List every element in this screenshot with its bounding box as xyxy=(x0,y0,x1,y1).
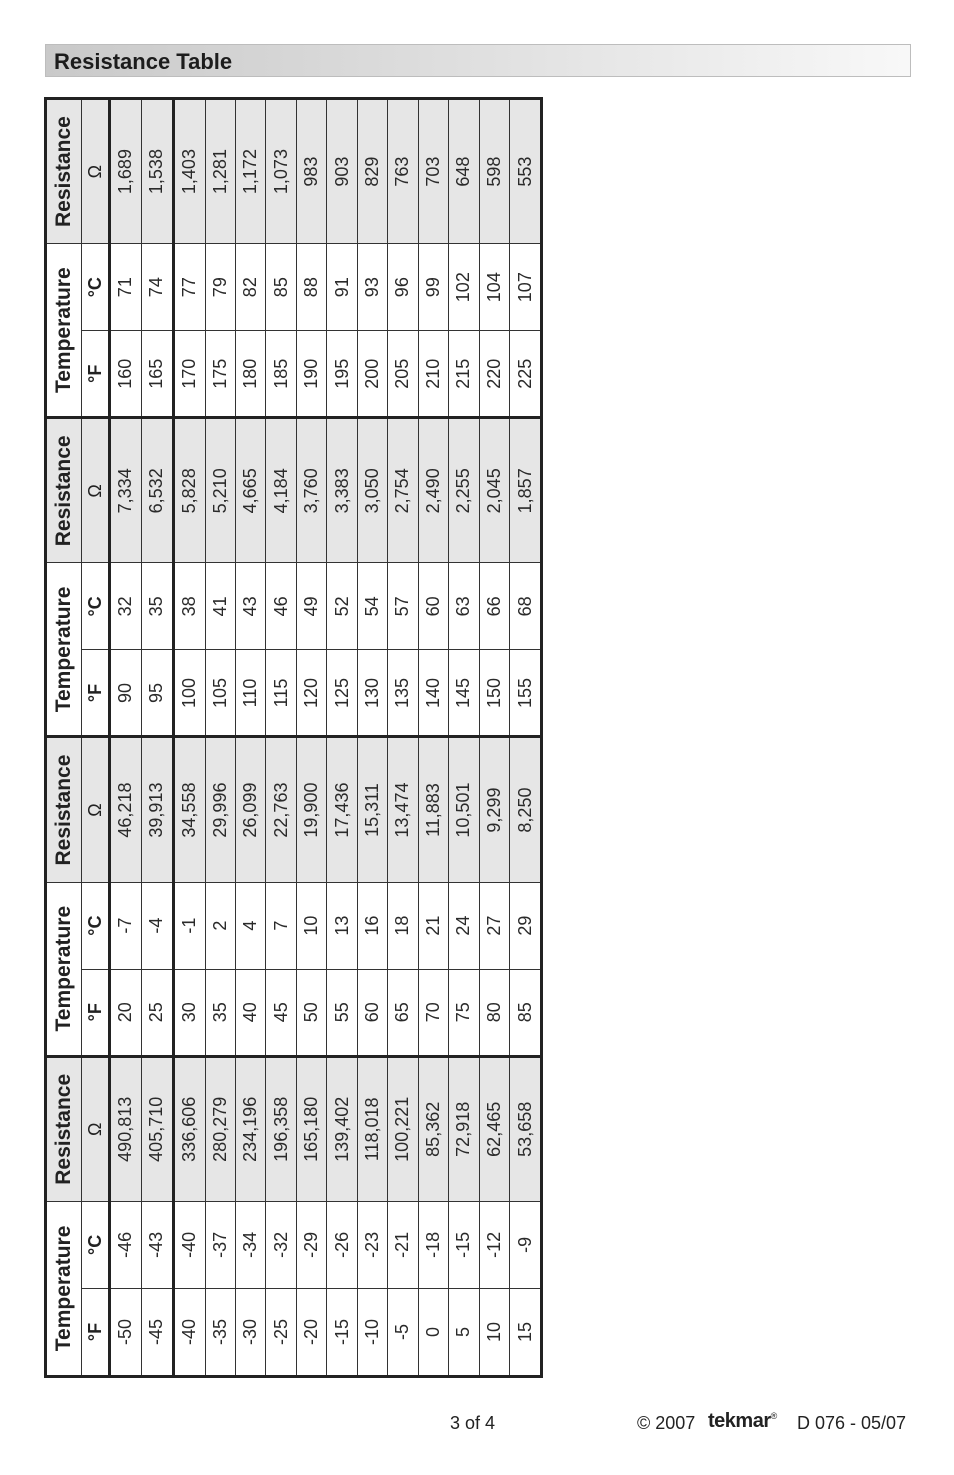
resistance-cell: 903 xyxy=(327,99,357,244)
resistance-header: Resistance xyxy=(46,418,82,563)
temp-c-cell: 41 xyxy=(205,563,235,650)
temp-c-cell: 96 xyxy=(388,244,418,331)
temp-c-cell: -34 xyxy=(235,1201,265,1288)
temp-f-cell: 170 xyxy=(173,331,205,418)
resistance-cell: 62,465 xyxy=(479,1056,509,1201)
temp-c-cell: 18 xyxy=(388,882,418,969)
unit-celsius: °C xyxy=(82,244,110,331)
resistance-cell: 490,813 xyxy=(110,1056,142,1201)
resistance-cell: 72,918 xyxy=(449,1056,479,1201)
resistance-cell: 4,665 xyxy=(235,418,265,563)
temp-f-cell: 165 xyxy=(141,331,173,418)
resistance-cell: 234,196 xyxy=(235,1056,265,1201)
resistance-table-container xyxy=(44,97,543,1378)
resistance-header: Resistance xyxy=(46,1056,82,1201)
temp-f-cell: -35 xyxy=(205,1288,235,1376)
temp-f-cell: 110 xyxy=(235,650,265,737)
temp-c-cell: 27 xyxy=(479,882,509,969)
temp-f-cell: 40 xyxy=(235,969,265,1056)
resistance-cell: 165,180 xyxy=(296,1056,326,1201)
resistance-cell: 4,184 xyxy=(266,418,296,563)
temp-c-cell: -32 xyxy=(266,1201,296,1288)
unit-celsius: °C xyxy=(82,563,110,650)
temp-c-cell: -21 xyxy=(388,1201,418,1288)
resistance-cell: 7,334 xyxy=(110,418,142,563)
resistance-header: Resistance xyxy=(46,99,82,244)
temp-f-cell: 150 xyxy=(479,650,509,737)
resistance-cell: 10,501 xyxy=(449,737,479,882)
temp-f-cell: 0 xyxy=(418,1288,448,1376)
resistance-cell: 598 xyxy=(479,99,509,244)
resistance-cell: 53,658 xyxy=(510,1056,542,1201)
temp-c-cell: 104 xyxy=(479,244,509,331)
resistance-cell: 29,996 xyxy=(205,737,235,882)
resistance-cell: 22,763 xyxy=(266,737,296,882)
table-row xyxy=(266,99,296,1377)
temp-c-cell: 35 xyxy=(141,563,173,650)
resistance-cell: 2,490 xyxy=(418,418,448,563)
resistance-cell: 39,913 xyxy=(141,737,173,882)
temp-c-cell: -15 xyxy=(449,1201,479,1288)
resistance-cell: 1,172 xyxy=(235,99,265,244)
temp-f-cell: -5 xyxy=(388,1288,418,1376)
temp-f-cell: -15 xyxy=(327,1288,357,1376)
temperature-header: Temperature xyxy=(46,563,82,737)
temp-f-cell: 60 xyxy=(357,969,387,1056)
table-row xyxy=(479,99,509,1377)
temperature-header: Temperature xyxy=(46,882,82,1056)
temp-c-cell: 52 xyxy=(327,563,357,650)
temp-c-cell: -26 xyxy=(327,1201,357,1288)
temp-f-cell: 200 xyxy=(357,331,387,418)
resistance-cell: 280,279 xyxy=(205,1056,235,1201)
temp-c-cell: 24 xyxy=(449,882,479,969)
unit-ohm: Ω xyxy=(82,737,110,882)
table-row xyxy=(296,99,326,1377)
temp-f-cell: 175 xyxy=(205,331,235,418)
temperature-header: Temperature xyxy=(46,244,82,418)
brand-name: tekmar xyxy=(708,1410,771,1432)
unit-fahrenheit: °F xyxy=(82,969,110,1056)
temp-c-cell: 82 xyxy=(235,244,265,331)
resistance-header: Resistance xyxy=(46,737,82,882)
table-row xyxy=(449,99,479,1377)
temp-c-cell: 60 xyxy=(418,563,448,650)
temp-f-cell: 30 xyxy=(173,969,205,1056)
temp-f-cell: 220 xyxy=(479,331,509,418)
temp-c-cell: 91 xyxy=(327,244,357,331)
table-row xyxy=(510,99,542,1377)
temp-f-cell: 5 xyxy=(449,1288,479,1376)
temp-f-cell: 155 xyxy=(510,650,542,737)
resistance-cell: 336,606 xyxy=(173,1056,205,1201)
temp-f-cell: 120 xyxy=(296,650,326,737)
temp-f-cell: 75 xyxy=(449,969,479,1056)
temp-c-cell: -43 xyxy=(141,1201,173,1288)
temp-c-cell: 93 xyxy=(357,244,387,331)
temp-f-cell: -45 xyxy=(141,1288,173,1376)
temp-f-cell: 160 xyxy=(110,331,142,418)
table-row xyxy=(418,99,448,1377)
resistance-cell: 2,754 xyxy=(388,418,418,563)
temp-f-cell: 80 xyxy=(479,969,509,1056)
resistance-cell: 648 xyxy=(449,99,479,244)
temp-c-cell: 99 xyxy=(418,244,448,331)
temp-f-cell: 190 xyxy=(296,331,326,418)
temp-c-cell: 46 xyxy=(266,563,296,650)
resistance-cell: 763 xyxy=(388,99,418,244)
resistance-cell: 85,362 xyxy=(418,1056,448,1201)
resistance-cell: 1,403 xyxy=(173,99,205,244)
temp-c-cell: 16 xyxy=(357,882,387,969)
resistance-cell: 26,099 xyxy=(235,737,265,882)
resistance-cell: 15,311 xyxy=(357,737,387,882)
temp-c-cell: -46 xyxy=(110,1201,142,1288)
unit-fahrenheit: °F xyxy=(82,650,110,737)
unit-ohm: Ω xyxy=(82,418,110,563)
resistance-cell: 1,538 xyxy=(141,99,173,244)
temp-f-cell: 205 xyxy=(388,331,418,418)
resistance-cell: 8,250 xyxy=(510,737,542,882)
temp-f-cell: 50 xyxy=(296,969,326,1056)
resistance-cell: 100,221 xyxy=(388,1056,418,1201)
table-row xyxy=(388,99,418,1377)
resistance-cell: 6,532 xyxy=(141,418,173,563)
resistance-cell: 983 xyxy=(296,99,326,244)
temp-f-cell: 140 xyxy=(418,650,448,737)
temp-c-cell: 38 xyxy=(173,563,205,650)
table-row xyxy=(357,99,387,1377)
temp-f-cell: -50 xyxy=(110,1288,142,1376)
temp-f-cell: 145 xyxy=(449,650,479,737)
temp-f-cell: -25 xyxy=(266,1288,296,1376)
temp-c-cell: -23 xyxy=(357,1201,387,1288)
unit-celsius: °C xyxy=(82,882,110,969)
resistance-cell: 3,760 xyxy=(296,418,326,563)
temp-c-cell: -9 xyxy=(510,1201,542,1288)
temp-c-cell: 107 xyxy=(510,244,542,331)
unit-fahrenheit: °F xyxy=(82,331,110,418)
temp-f-cell: -30 xyxy=(235,1288,265,1376)
unit-celsius: °C xyxy=(82,1201,110,1288)
resistance-cell: 405,710 xyxy=(141,1056,173,1201)
temp-f-cell: 105 xyxy=(205,650,235,737)
temp-f-cell: 10 xyxy=(479,1288,509,1376)
temp-c-cell: 49 xyxy=(296,563,326,650)
temp-c-cell: 79 xyxy=(205,244,235,331)
temp-c-cell: 102 xyxy=(449,244,479,331)
temp-c-cell: 88 xyxy=(296,244,326,331)
resistance-cell: 553 xyxy=(510,99,542,244)
copyright: © 2007 xyxy=(637,1413,696,1433)
temp-f-cell: 210 xyxy=(418,331,448,418)
temp-c-cell: -12 xyxy=(479,1201,509,1288)
resistance-cell: 1,073 xyxy=(266,99,296,244)
section-title: Resistance Table xyxy=(54,49,233,74)
table-row xyxy=(173,99,205,1377)
resistance-cell: 703 xyxy=(418,99,448,244)
temp-f-cell: 115 xyxy=(266,650,296,737)
temperature-header: Temperature xyxy=(46,1201,82,1376)
temp-f-cell: 125 xyxy=(327,650,357,737)
temp-c-cell: 66 xyxy=(479,563,509,650)
temp-f-cell: 225 xyxy=(510,331,542,418)
temp-c-cell: 74 xyxy=(141,244,173,331)
temp-c-cell: 57 xyxy=(388,563,418,650)
temp-f-cell: 25 xyxy=(141,969,173,1056)
temp-f-cell: 185 xyxy=(266,331,296,418)
temp-f-cell: 45 xyxy=(266,969,296,1056)
temp-f-cell: -20 xyxy=(296,1288,326,1376)
temp-f-cell: 180 xyxy=(235,331,265,418)
temp-f-cell: 100 xyxy=(173,650,205,737)
temp-f-cell: 65 xyxy=(388,969,418,1056)
temp-c-cell: 77 xyxy=(173,244,205,331)
temp-c-cell: 7 xyxy=(266,882,296,969)
resistance-cell: 34,558 xyxy=(173,737,205,882)
resistance-cell: 5,210 xyxy=(205,418,235,563)
table-row xyxy=(141,99,173,1377)
temp-c-cell: 4 xyxy=(235,882,265,969)
temp-c-cell: 54 xyxy=(357,563,387,650)
temp-c-cell: 2 xyxy=(205,882,235,969)
resistance-cell: 1,281 xyxy=(205,99,235,244)
table-row xyxy=(235,99,265,1377)
registered-mark: ® xyxy=(770,1411,777,1421)
resistance-cell: 1,689 xyxy=(110,99,142,244)
resistance-cell: 9,299 xyxy=(479,737,509,882)
resistance-cell: 13,474 xyxy=(388,737,418,882)
page-number: 3 of 4 xyxy=(450,1413,496,1433)
unit-fahrenheit: °F xyxy=(82,1288,110,1376)
resistance-cell: 5,828 xyxy=(173,418,205,563)
temp-c-cell: 13 xyxy=(327,882,357,969)
section-title-bar xyxy=(45,44,911,77)
table-row xyxy=(110,99,142,1377)
resistance-cell: 19,900 xyxy=(296,737,326,882)
temp-c-cell: 10 xyxy=(296,882,326,969)
temp-c-cell: 43 xyxy=(235,563,265,650)
temp-c-cell: -7 xyxy=(110,882,142,969)
resistance-cell: 3,383 xyxy=(327,418,357,563)
resistance-cell: 829 xyxy=(357,99,387,244)
temp-f-cell: 90 xyxy=(110,650,142,737)
temp-c-cell: 68 xyxy=(510,563,542,650)
temp-c-cell: 71 xyxy=(110,244,142,331)
temp-c-cell: -37 xyxy=(205,1201,235,1288)
temp-f-cell: 85 xyxy=(510,969,542,1056)
resistance-cell: 139,402 xyxy=(327,1056,357,1201)
resistance-cell: 2,255 xyxy=(449,418,479,563)
resistance-cell: 3,050 xyxy=(357,418,387,563)
temp-c-cell: 63 xyxy=(449,563,479,650)
resistance-cell: 118,018 xyxy=(357,1056,387,1201)
resistance-cell: 1,857 xyxy=(510,418,542,563)
temp-f-cell: 15 xyxy=(510,1288,542,1376)
temp-c-cell: 29 xyxy=(510,882,542,969)
temp-f-cell: 215 xyxy=(449,331,479,418)
temp-f-cell: 55 xyxy=(327,969,357,1056)
temp-f-cell: 195 xyxy=(327,331,357,418)
temp-c-cell: 85 xyxy=(266,244,296,331)
temp-f-cell: -10 xyxy=(357,1288,387,1376)
temp-c-cell: 32 xyxy=(110,563,142,650)
temp-f-cell: 20 xyxy=(110,969,142,1056)
temp-f-cell: -40 xyxy=(173,1288,205,1376)
resistance-cell: 17,436 xyxy=(327,737,357,882)
temp-c-cell: -1 xyxy=(173,882,205,969)
document-code: D 076 - 05/07 xyxy=(797,1413,907,1433)
table-row xyxy=(327,99,357,1377)
resistance-cell: 46,218 xyxy=(110,737,142,882)
resistance-cell: 11,883 xyxy=(418,737,448,882)
table-body xyxy=(110,99,542,1377)
temp-f-cell: 35 xyxy=(205,969,235,1056)
temp-c-cell: -4 xyxy=(141,882,173,969)
unit-ohm: Ω xyxy=(82,1056,110,1201)
temp-c-cell: -18 xyxy=(418,1201,448,1288)
temp-f-cell: 135 xyxy=(388,650,418,737)
table-row xyxy=(205,99,235,1377)
temp-c-cell: 21 xyxy=(418,882,448,969)
temp-f-cell: 70 xyxy=(418,969,448,1056)
temp-c-cell: -40 xyxy=(173,1201,205,1288)
resistance-cell: 196,358 xyxy=(266,1056,296,1201)
temp-f-cell: 130 xyxy=(357,650,387,737)
resistance-table xyxy=(44,97,543,1378)
temp-c-cell: -29 xyxy=(296,1201,326,1288)
unit-ohm: Ω xyxy=(82,99,110,244)
temp-f-cell: 95 xyxy=(141,650,173,737)
brand-logo xyxy=(708,1410,777,1433)
resistance-cell: 2,045 xyxy=(479,418,509,563)
